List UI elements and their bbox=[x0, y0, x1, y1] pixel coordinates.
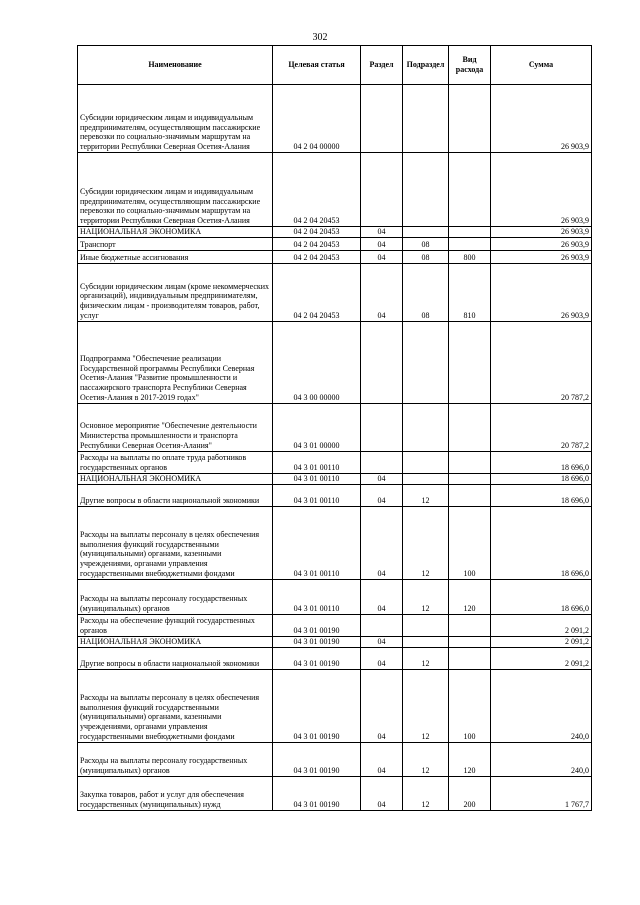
cell-amount: 240,0 bbox=[491, 742, 592, 776]
cell-target: 04 3 01 00190 bbox=[273, 636, 361, 647]
cell-subsection bbox=[403, 451, 449, 473]
cell-expense-type bbox=[449, 85, 491, 153]
header-target: Целевая статья bbox=[273, 46, 361, 85]
cell-subsection: 08 bbox=[403, 237, 449, 250]
cell-expense-type: 200 bbox=[449, 776, 491, 810]
cell-target: 04 2 04 20453 bbox=[273, 263, 361, 321]
cell-section: 04 bbox=[361, 579, 403, 614]
cell-subsection: 12 bbox=[403, 669, 449, 742]
cell-subsection: 12 bbox=[403, 742, 449, 776]
cell-expense-type bbox=[449, 614, 491, 636]
cell-amount: 18 696,0 bbox=[491, 579, 592, 614]
cell-subsection: 12 bbox=[403, 506, 449, 579]
cell-subsection: 08 bbox=[403, 263, 449, 321]
cell-amount: 26 903,9 bbox=[491, 227, 592, 238]
cell-subsection bbox=[403, 403, 449, 451]
cell-name: Субсидии юридическим лицам и индивидуальным предпринимателям, осуществляющим пассажирские перевозки по социально-значимым маршрутам на территории Республики Северная Осетия-Алания bbox=[78, 85, 273, 153]
cell-expense-type: 100 bbox=[449, 506, 491, 579]
cell-expense-type bbox=[449, 484, 491, 506]
table-row bbox=[78, 647, 592, 669]
cell-section bbox=[361, 85, 403, 153]
cell-section: 04 bbox=[361, 263, 403, 321]
cell-subsection bbox=[403, 321, 449, 403]
cell-name: НАЦИОНАЛЬНАЯ ЭКОНОМИКА bbox=[78, 636, 273, 647]
cell-name: Расходы на выплаты по оплате труда работников государственных органов bbox=[78, 451, 273, 473]
cell-amount: 1 767,7 bbox=[491, 776, 592, 810]
cell-amount: 240,0 bbox=[491, 669, 592, 742]
cell-expense-type: 120 bbox=[449, 742, 491, 776]
cell-name: Транспорт bbox=[78, 237, 273, 250]
cell-target: 04 3 01 00190 bbox=[273, 776, 361, 810]
table-row bbox=[78, 451, 592, 473]
cell-subsection bbox=[403, 153, 449, 227]
cell-amount: 20 787,2 bbox=[491, 403, 592, 451]
cell-target: 04 2 04 20453 bbox=[273, 237, 361, 250]
cell-name: Расходы на выплаты персоналу в целях обеспечения выполнения функций государственными (муниципальными) органами, казенными учреждениями, органами управления государственными внебюджетными фондами bbox=[78, 669, 273, 742]
cell-subsection bbox=[403, 614, 449, 636]
cell-subsection bbox=[403, 85, 449, 153]
cell-section bbox=[361, 403, 403, 451]
table-row bbox=[78, 85, 592, 153]
cell-target: 04 3 01 00190 bbox=[273, 614, 361, 636]
cell-subsection bbox=[403, 636, 449, 647]
cell-section: 04 bbox=[361, 647, 403, 669]
cell-amount: 2 091,2 bbox=[491, 647, 592, 669]
cell-name: Другие вопросы в области национальной экономики bbox=[78, 647, 273, 669]
cell-amount: 18 696,0 bbox=[491, 473, 592, 484]
cell-expense-type bbox=[449, 451, 491, 473]
cell-amount: 26 903,9 bbox=[491, 153, 592, 227]
header-amount: Сумма bbox=[491, 46, 592, 85]
cell-target: 04 3 01 00000 bbox=[273, 403, 361, 451]
cell-subsection: 12 bbox=[403, 776, 449, 810]
cell-target: 04 3 01 00110 bbox=[273, 506, 361, 579]
cell-amount: 26 903,9 bbox=[491, 85, 592, 153]
cell-subsection: 12 bbox=[403, 579, 449, 614]
cell-subsection bbox=[403, 473, 449, 484]
cell-amount: 2 091,2 bbox=[491, 614, 592, 636]
cell-name: НАЦИОНАЛЬНАЯ ЭКОНОМИКА bbox=[78, 473, 273, 484]
page-number: 302 bbox=[312, 32, 328, 43]
cell-section: 04 bbox=[361, 669, 403, 742]
cell-amount: 26 903,9 bbox=[491, 263, 592, 321]
table-row bbox=[78, 321, 592, 403]
cell-amount: 18 696,0 bbox=[491, 506, 592, 579]
cell-expense-type: 810 bbox=[449, 263, 491, 321]
cell-section bbox=[361, 321, 403, 403]
cell-expense-type bbox=[449, 647, 491, 669]
table-row bbox=[78, 669, 592, 742]
cell-amount: 26 903,9 bbox=[491, 237, 592, 250]
cell-section bbox=[361, 451, 403, 473]
cell-target: 04 3 01 00110 bbox=[273, 451, 361, 473]
cell-subsection: 12 bbox=[403, 647, 449, 669]
cell-expense-type bbox=[449, 321, 491, 403]
table-row bbox=[78, 776, 592, 810]
cell-section: 04 bbox=[361, 636, 403, 647]
table-row bbox=[78, 227, 592, 238]
cell-name: Расходы на обеспечение функций государственных органов bbox=[78, 614, 273, 636]
cell-expense-type bbox=[449, 403, 491, 451]
cell-section: 04 bbox=[361, 506, 403, 579]
cell-section: 04 bbox=[361, 250, 403, 263]
header-section: Раздел bbox=[361, 46, 403, 85]
cell-name: НАЦИОНАЛЬНАЯ ЭКОНОМИКА bbox=[78, 227, 273, 238]
table-row bbox=[78, 614, 592, 636]
cell-expense-type bbox=[449, 636, 491, 647]
cell-expense-type bbox=[449, 237, 491, 250]
cell-name: Расходы на выплаты персоналу в целях обеспечения выполнения функций государственными (муниципальными) органами, казенными учреждениями, органами управления государственными внебюджетными фондами bbox=[78, 506, 273, 579]
header-name: Наименование bbox=[78, 46, 273, 85]
cell-expense-type bbox=[449, 153, 491, 227]
cell-target: 04 2 04 20453 bbox=[273, 227, 361, 238]
budget-table bbox=[77, 45, 592, 811]
cell-subsection: 08 bbox=[403, 250, 449, 263]
table-row bbox=[78, 742, 592, 776]
cell-section bbox=[361, 153, 403, 227]
cell-expense-type: 120 bbox=[449, 579, 491, 614]
cell-amount: 26 903,9 bbox=[491, 250, 592, 263]
cell-subsection bbox=[403, 227, 449, 238]
cell-name: Закупка товаров, работ и услуг для обеспечения государственных (муниципальных) нужд bbox=[78, 776, 273, 810]
table-row bbox=[78, 579, 592, 614]
cell-section: 04 bbox=[361, 484, 403, 506]
cell-name: Основное мероприятие "Обеспечение деятельности Министерства промышленности и транспорта Республики Северная Осетия-Алания" bbox=[78, 403, 273, 451]
cell-target: 04 3 01 00190 bbox=[273, 669, 361, 742]
table-row bbox=[78, 473, 592, 484]
table-row bbox=[78, 506, 592, 579]
cell-section: 04 bbox=[361, 776, 403, 810]
header-expense-type: Вид расхода bbox=[449, 46, 491, 85]
cell-target: 04 3 01 00110 bbox=[273, 473, 361, 484]
cell-name: Расходы на выплаты персоналу государственных (муниципальных) органов bbox=[78, 742, 273, 776]
cell-target: 04 2 04 20453 bbox=[273, 250, 361, 263]
cell-subsection: 12 bbox=[403, 484, 449, 506]
cell-amount: 18 696,0 bbox=[491, 484, 592, 506]
table-row bbox=[78, 484, 592, 506]
cell-section: 04 bbox=[361, 742, 403, 776]
table-row bbox=[78, 237, 592, 250]
table-header-row bbox=[78, 46, 592, 85]
header-subsection: Подраздел bbox=[403, 46, 449, 85]
cell-name: Субсидии юридическим лицам (кроме некоммерческих организаций), индивидуальным предпринимателям, физическим лицам - производителям товаров, работ, услуг bbox=[78, 263, 273, 321]
cell-name: Другие вопросы в области национальной экономики bbox=[78, 484, 273, 506]
cell-target: 04 3 01 00110 bbox=[273, 484, 361, 506]
table-row bbox=[78, 250, 592, 263]
cell-target: 04 2 04 00000 bbox=[273, 85, 361, 153]
cell-name: Субсидии юридическим лицам и индивидуальным предпринимателям, осуществляющим пассажирские перевозки по социально-значимым маршрутам на территории Республики Северная Осетия-Алания bbox=[78, 153, 273, 227]
table-row bbox=[78, 153, 592, 227]
cell-amount: 2 091,2 bbox=[491, 636, 592, 647]
cell-amount: 18 696,0 bbox=[491, 451, 592, 473]
cell-expense-type: 800 bbox=[449, 250, 491, 263]
cell-name: Подпрограмма "Обеспечение реализации Государственной программы Республики Северная Осетия-Алания "Развитие промышленности и пассажирского транспорта Республики Северная Осетия-Алания в 2017-2019 годах" bbox=[78, 321, 273, 403]
cell-target: 04 2 04 20453 bbox=[273, 153, 361, 227]
table-row bbox=[78, 636, 592, 647]
cell-target: 04 3 00 00000 bbox=[273, 321, 361, 403]
cell-section: 04 bbox=[361, 473, 403, 484]
table-row bbox=[78, 263, 592, 321]
cell-expense-type bbox=[449, 473, 491, 484]
cell-name: Расходы на выплаты персоналу государственных (муниципальных) органов bbox=[78, 579, 273, 614]
cell-expense-type bbox=[449, 227, 491, 238]
table-row bbox=[78, 403, 592, 451]
cell-target: 04 3 01 00110 bbox=[273, 579, 361, 614]
cell-expense-type: 100 bbox=[449, 669, 491, 742]
cell-amount: 20 787,2 bbox=[491, 321, 592, 403]
cell-target: 04 3 01 00190 bbox=[273, 742, 361, 776]
cell-target: 04 3 01 00190 bbox=[273, 647, 361, 669]
cell-section: 04 bbox=[361, 227, 403, 238]
cell-section bbox=[361, 614, 403, 636]
cell-section: 04 bbox=[361, 237, 403, 250]
cell-name: Иные бюджетные ассигнования bbox=[78, 250, 273, 263]
